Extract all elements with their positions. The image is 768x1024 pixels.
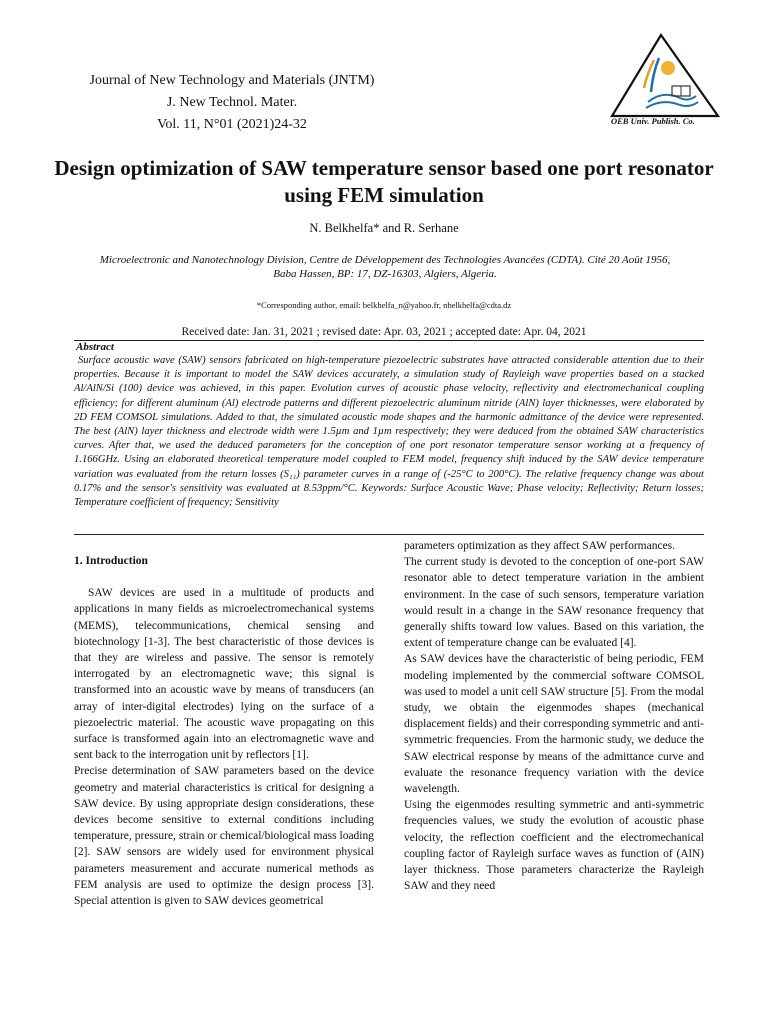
authors: N. Belkhelfa* and R. Serhane	[309, 221, 459, 235]
paper-title: Design optimization of SAW temperature sensor based one port resonator using FEM simulation	[54, 156, 714, 207]
intro-paragraph-2: Precise determination of SAW parameters based on the device geometry and material characteristics is critical for designing a SAW device. By using appropriate design considerations, these devices become sensitive to external conditions including temperature, pressure, strain or chemical/biological mass loading [2]. SAW sensors are widely used for environment physical parameters measurement and accurate numerical methods as FEM analysis are used to optimize the design process [3]. Special attention is given to SAW devices geometrical	[74, 765, 374, 908]
corresponding-author: *Corresponding author, email: belkhelfa_n@yahoo.fr, nbelkhelfa@cdta.dz	[256, 300, 512, 310]
right-column	[404, 538, 704, 894]
abstract-text: Surface acoustic wave (SAW) sensors fabricated on high-temperature piezoelectric substrates have attracted considerable attention due to their properties. Because it is important to model the SAW devices accurately, a simulation study of Rayleigh wave properties based on a stacked Al/AlN/Si (100) device was achieved, in this paper. Evolution curves of acoustic phase velocity, reflectivity and electromechanical coupling efficiency; for different aluminum (Al) electrode patterns and different piezoelectric aluminum nitride (AlN) layer thicknesses, were elaborated by 2D FEM COMSOL simulations. Added to that, the simulated acoustic mode shapes and the harmonic admittance of the device were represented. The best (AlN) layer thickness and electrode width were 1.5µm and 1µm respectively; they were deduced from the obtained SAW characteristics curves. After that, we used the deduced parameters for the conception of one port resonator temperature sensor working at a frequency of 1.166GHz. Using an elaborated theoretical temperature model coupled to FEM model, frequency shift induced by the SAW device temperature variation was evaluated from the return losses (S₁₁) parameter curves in a range of (-25°C to 200°C). The relative frequency change was about 0.17% and the sensor's sensitivity was evaluated at 8.53ppm/°C. Keywords: Surface Acoustic Wave; Phase velocity; Reflectivity; Return losses; Temperature coefficient of frequency; Sensitivity	[74, 355, 704, 509]
right-paragraph-2: As SAW devices have the characteristic of being periodic, FEM modeling implemented by the commercial software COMSOL was used to model a unit cell SAW structure [5]. From the modal study, we obtain the eigenmodes shapes (mechanical displacement fields) and their corresponding symmetric and anti-symmetric frequencies. From the harmonic study, we deduce the SAW electrical response by means of the admittance curve and evaluate the resonance frequency variation with the device wavelength.	[404, 653, 704, 796]
journal-name: Journal of New Technology and Materials (JNTM)	[89, 73, 375, 88]
journal-abbrev: J. New Technol. Mater.	[166, 95, 298, 110]
journal-header	[62, 70, 402, 136]
abstract-heading: Abstract	[76, 341, 114, 353]
intro-paragraph-1: SAW devices are used in a multitude of products and applications in many fields as microelectromechanical systems (MEMS), telecommunications, chemical sensing and biotechnology [1-3]. The best characteristic of those devices is that they are wireless and passive. The sensor is remotely interrogated by an electromagnetic wave; this signal is transformed into an acoustic wave by means of transducers (an array of inter-digital electrodes) lying on the surface of a piezoelectric material. The acoustic wave propagating on this surface is transformed again into an electromagnetic wave and sent back to the interrogation unit by reflectors [1].	[74, 587, 374, 762]
section-heading-introduction: 1. Introduction	[74, 555, 148, 567]
right-paragraph-1: The current study is devoted to the conception of one-port SAW resonator able to detect temperature variation in the ambient environment. In the case of such sensors, temperature variation would result in a change in the SAW resonance frequency that generally shifts toward low values. Based on this variation, the extent of temperature change can be evaluated [4].	[404, 556, 704, 650]
journal-volume: Vol. 11, N°01 (2021)24-32	[157, 117, 307, 132]
submission-dates: Received date: Jan. 31, 2021 ; revised date: Apr. 03, 2021 ; accepted date: Apr. 04, 2021	[181, 326, 587, 338]
right-paragraph-0: parameters optimization as they affect SAW performances.	[404, 540, 676, 552]
right-paragraph-3: Using the eigenmodes resulting symmetric and anti-symmetric frequencies values, we study the evolution of acoustic phase velocity, the reflection coefficient and the electromechanical coupling factor of Rayleigh surface waves as function of (AlN) layer thickness. Those parameters characterize the Rayleigh SAW and they need	[404, 799, 704, 893]
abstract-top-rule	[74, 340, 704, 341]
publisher-caption: OEB Univ. Publish. Co.	[611, 116, 695, 126]
left-column	[74, 553, 374, 909]
abstract-bottom-rule	[74, 534, 704, 535]
affiliation: Microelectronic and Nanotechnology Division, Centre de Développement des Technologies Avancées (CDTA). Cité 20 Août 1956, Baba Hassen, BP: 17, DZ-16303, Algiers, Algeria.	[99, 254, 671, 280]
